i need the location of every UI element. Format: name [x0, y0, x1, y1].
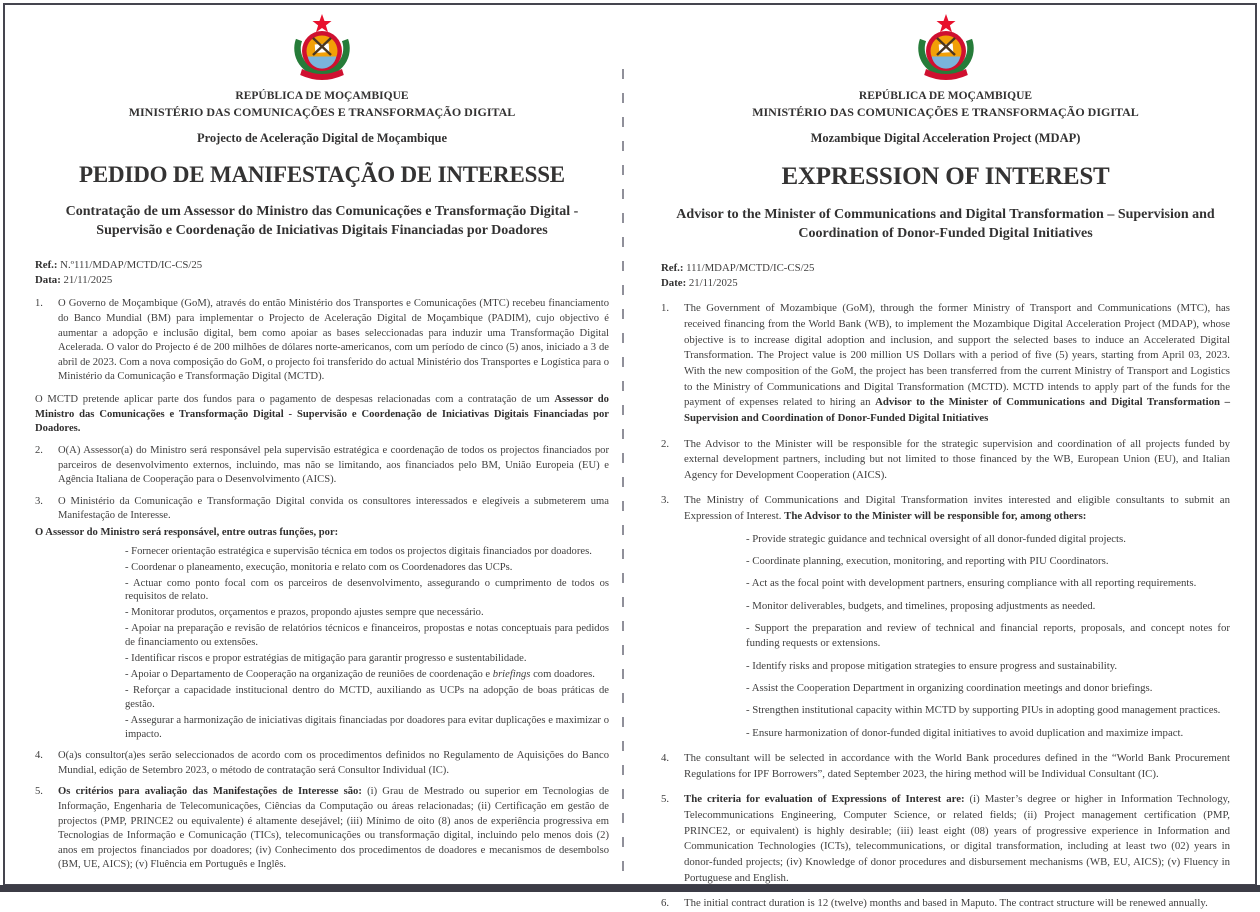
- pt-duties-list: [35, 545, 609, 743]
- pt-document-title: PEDIDO DE MANIFESTAÇÃO DE INTERESSE: [79, 162, 565, 187]
- english-column: [624, 5, 1255, 910]
- item-text: O(a)s consultor(a)es serão seleccionados de acordo com os procedimentos definidos no Regulamento de Aquisições do Banco Mundial, edição de Setembro 2023, o método de contratação será Consultor Individual (IC).: [58, 750, 609, 776]
- pt-hiring-paragraph: [35, 393, 609, 437]
- coat-of-arms-icon: [661, 13, 1230, 83]
- pt-item-3: [35, 495, 609, 524]
- en-date-label: Date:: [661, 277, 687, 290]
- duty-item: - Fornecer orientação estratégica e supervisão técnica em todos os projectos digitais financiados por doadores.: [125, 545, 592, 557]
- duty-item: - Coordenar o planeamento, execução, monitoria e relato com os Coordenadores das UCPs.: [125, 561, 513, 573]
- duty-item: - Ensure harmonization of donor-funded digital initiatives to avoid duplication and maximize impact.: [746, 726, 1184, 739]
- item-text: [684, 493, 1230, 524]
- duty-item: - Identificar riscos e propor estratégias de mitigação para garantir progresso e sustentabilidade.: [125, 653, 527, 665]
- pt-ref-label: Ref.:: [35, 258, 58, 271]
- emblem-star: [313, 14, 332, 32]
- en-item-1: [661, 301, 1230, 426]
- portuguese-column: [5, 5, 622, 884]
- bottom-edge-bar: [0, 885, 1260, 892]
- en-ref-label: Ref.:: [661, 261, 684, 274]
- en-item-3: [661, 493, 1230, 524]
- duty-item: - Monitorar produtos, orçamentos e prazos, propondo ajustes sempre que necessário.: [125, 607, 484, 619]
- item-number: 1.: [35, 298, 43, 310]
- en-duties-list: [661, 532, 1230, 741]
- duty-item: - Support the preparation and review of technical and financial reports, proposals, and concept notes for funding requests or extensions.: [746, 622, 1230, 650]
- en-item-6-clipped: [661, 896, 1230, 912]
- en-item-5: [661, 792, 1230, 886]
- pt-item-4: [35, 749, 609, 778]
- en-ministry-line: MINISTÉRIO DAS COMUNICAÇÕES E TRANSFORMAÇÃO DIGITAL: [752, 105, 1139, 119]
- en-document-title: EXPRESSION OF INTEREST: [781, 163, 1110, 190]
- duty-item: - Act as the focal point with development partners, ensuring compliance with all reporting requirements.: [746, 577, 1197, 590]
- en-ref-value: 111/MDAP/MCTD/IC-CS/25: [683, 261, 815, 274]
- pt-item-1: [35, 297, 609, 385]
- pt-republic-line: REPÚBLICA DE MOÇAMBIQUE: [235, 90, 409, 102]
- duty-item: [125, 668, 609, 682]
- duty-item: - Monitor deliverables, budgets, and timelines, proposing adjustments as needed.: [746, 599, 1096, 612]
- pt-ref-line: [35, 258, 609, 273]
- paragraph-bold-text: The Advisor to the Minister will be responsible for, among others:: [784, 510, 1087, 523]
- coat-of-arms-icon: [35, 13, 609, 83]
- duty-item: - Identify risks and propose mitigation strategies to ensure progress and sustainability.: [746, 659, 1118, 672]
- en-ref-line: [661, 261, 1230, 276]
- duty-item: - Assegurar a harmonização de iniciativas digitais financiadas por doadores para evitar duplicações e maximizar o impacto.: [125, 715, 609, 741]
- paragraph-text: O MCTD pretende aplicar parte dos fundos para o pagamento de despesas relacionadas com a contratação de um: [35, 394, 555, 406]
- pt-duties-heading: O Assessor do Ministro será responsável, entre outras funções, por:: [35, 526, 339, 538]
- en-document-subtitle: Advisor to the Minister of Communications and Digital Transformation – Supervision and Coordination of Donor-Funded Digital Initiatives: [676, 207, 1215, 241]
- item-text: O(A) Assessor(a) do Ministro será responsável pela supervisão estratégica e coordenação de todos os projectos financiados por parceiros de desenvolvimento externos, incluindo, mas não se limitando, aos financiados pelo BM, União Europeia (EU) e Agência Italiana de Cooperação para o Desenvolvimento (AICS).: [58, 444, 609, 486]
- document-page: [5, 5, 1255, 910]
- duty-item: - Actuar como ponto focal com os parceiros de desenvolvimento, assegurando o cumprimento de todos os requisitos de relato.: [125, 577, 609, 603]
- duty-italic-text: briefings: [492, 669, 531, 681]
- criteria-rest: (i) Master’s degree or higher in Information Technology, Telecommunications Engineering, Computer Science, or related fields; (ii) Project management certification (PMP, PRINCE2, or equivalent) is highly desirable; (iii) least eight (08) years of progressive experience in Information and Communication Technologies (ICTs), telecommunications, or digital transformation, including at least two (02) years in donor-funded projects; (iv) Knowledge of donor procedures and disbursement mechanisms (WB, EU, AICS); (v) Fluency in Portuguese and English.: [684, 793, 1230, 884]
- emblem-star: [936, 14, 955, 32]
- duty-item: - Provide strategic guidance and technical oversight of all donor-funded digital projects.: [746, 532, 1126, 545]
- paragraph-bold-text: Advisor to the Minister of Communications and Digital Transformation – Supervision and Coordination of Donor-Funded Digital Initiatives: [684, 396, 1230, 424]
- duty-text: - Apoiar o Departamento de Cooperação na organização de reuniões de coordenação e: [125, 669, 493, 681]
- pt-project-line: Projecto de Aceleração Digital de Moçambique: [196, 131, 448, 145]
- item-text: [684, 792, 1230, 886]
- en-body: [661, 301, 1230, 911]
- item-number: 4.: [35, 750, 43, 762]
- item-number: 1.: [661, 302, 670, 315]
- item-number: 4.: [661, 752, 670, 765]
- en-item-2: [661, 437, 1230, 484]
- pt-item-2: [35, 444, 609, 488]
- criteria-rest: (i) Grau de Mestrado ou superior em Tecnologias de Informação, Engenharia de Telecomunicações, Ciências da Computação ou áreas relacionadas; (ii) Certificação em gestão de projectos (PMP, PRINCE2 ou equivalente) é altamente desejável; (iii) Mínimo de oito (8) anos de experiência progressiva em Tecnologias de Informação e Comunicação (TICs), telecomunicações ou transformação digital, incluindo pelo menos dois (2) anos em projectos financiados por doadores; (iv) Conhecimento dos procedimentos de doadores e mecanismos de desembolso (BM, UE, AICS); (v) Fluência em Português e Inglês.: [58, 786, 610, 871]
- item-text: [58, 785, 609, 873]
- en-project-line: Mozambique Digital Acceleration Project (MDAP): [810, 131, 1081, 145]
- pt-reference-block: [35, 258, 609, 289]
- en-reference-block: [661, 261, 1230, 292]
- en-date-line: [661, 276, 1230, 291]
- en-item-4: [661, 751, 1230, 782]
- duty-item: - Assist the Cooperation Department in organizing coordination meetings and donor briefings.: [746, 682, 1153, 695]
- item-number: 3.: [35, 495, 43, 507]
- item-number: 2.: [35, 444, 43, 456]
- paragraph-bold-text: Assessor do Ministro das Comunicações e Transformação Digital - Supervisão e Coordenação de Iniciativas Digitais Financiadas por Doadores.: [35, 394, 609, 435]
- paragraph-text: The Ministry of Communications and Digital Transformation invites interested and eligible consultants to submit an Expression of Interest.: [684, 494, 1230, 523]
- en-republic-line: REPÚBLICA DE MOÇAMBIQUE: [858, 90, 1033, 102]
- pt-ministry-line: MINISTÉRIO DAS COMUNICAÇÕES E TRANSFORMAÇÃO DIGITAL: [128, 105, 516, 119]
- duty-item: - Reforçar a capacidade institucional dentro do MCTD, auxiliando as UCPs na adopção de boas práticas de gestão.: [125, 685, 609, 711]
- en-date-value: 21/11/2025: [686, 277, 738, 290]
- duty-text: com doadores.: [530, 669, 595, 681]
- item-text: The Advisor to the Minister will be responsible for the strategic supervision and coordination of all projects funded by external development partners, including but not limited to those financed by the WB, European Union (EU), and Italian Agency for Development Cooperation (AICS).: [684, 437, 1230, 481]
- item-text: [684, 301, 1230, 426]
- paragraph-text: The Government of Mozambique (GoM), through the former Ministry of Transport and Communications (MTC), has received financing from the World Bank (WB), to implement the Mozambique Digital Acceleration Project (MDAP), whose objective is to increase digital adoption and inclusion, and support the selected bases to induce an Accelerated Digital Transformation. The Project value is 200 million US Dollars with a period of five (5) years, starting from April 03, 2023. With the new composition of the GoM, the project has been transferred from the current Ministry of Transport and Logistics to the Ministry of Communications and Digital Transformation (MCTD). MCTD intends to apply part of the funds for the payment of expenses related to hiring an: [684, 302, 1230, 409]
- pt-ref-value: N.º111/MDAP/MCTD/IC-CS/25: [57, 258, 203, 271]
- pt-date-line: [35, 273, 609, 288]
- item-text: The initial contract duration is 12 (twelve) months and based in Maputo. The contract structure will be renewed annually.: [684, 897, 1208, 910]
- pt-date-label: Data:: [35, 274, 61, 287]
- criteria-lead-bold: Os critérios para avaliação das Manifestações de Interesse são:: [58, 786, 362, 798]
- duty-item: - Apoiar na preparação e revisão de relatórios técnicos e financeiros, propostas e notas conceptuais para pedidos de financiamento ou extensões.: [125, 623, 609, 649]
- pt-document-subtitle: Contratação de um Assessor do Ministro das Comunicações e Transformação Digital - Supervisão e Coordenação de Iniciativas Digitais Financiadas por Doadores: [65, 204, 579, 238]
- item-number: 6.: [661, 897, 670, 910]
- item-number: 5.: [661, 793, 670, 806]
- item-number: 2.: [661, 437, 670, 450]
- criteria-lead-bold: The criteria for evaluation of Expressions of Interest are:: [684, 793, 965, 806]
- item-number: 5.: [35, 786, 43, 798]
- item-number: 3.: [661, 494, 670, 507]
- pt-date-value: 21/11/2025: [60, 274, 113, 287]
- item-text: O Governo de Moçambique (GoM), através do então Ministério dos Transportes e Comunicações (MTC) recebeu financiamento do Banco Mundial (BM) para implementar o Projecto de Aceleração Digital de Moçambique (PADIM), cujo objectivo é aumentar a adopção e inclusão digital, bem como apoiar as bases seleccionadas para induzir uma Transformação Digital Acelerada. O valor do Projecto é de 200 milhões de dólares norte-americanos, com um período de cinco (5) anos, iniciado a 3 de abril de 2023. Com a nova composição do GoM, o projecto foi transferido do actual Ministério dos Transportes e Logística para o Ministério da Comunicação e Transformação Digital (MCTD).: [58, 298, 609, 383]
- item-text: The consultant will be selected in accordance with the World Bank procedures defined in the “World Bank Procurement Regulations for IPF Borrowers”, dated September 2023, the hiring method will be Individual Consultant (IC).: [684, 752, 1230, 780]
- duty-item: - Strengthen institutional capacity within MCTD by supporting PIUs in adopting good management practices.: [746, 704, 1221, 717]
- item-text: O Ministério da Comunicação e Transformação Digital convida os consultores interessados e elegíveis a submeterem uma Manifestação de Interesse.: [58, 495, 609, 522]
- duty-item: - Coordinate planning, execution, monitoring, and reporting with PIU Coordinators.: [746, 555, 1109, 568]
- pt-item-5: [35, 785, 609, 873]
- pt-body: [35, 297, 609, 873]
